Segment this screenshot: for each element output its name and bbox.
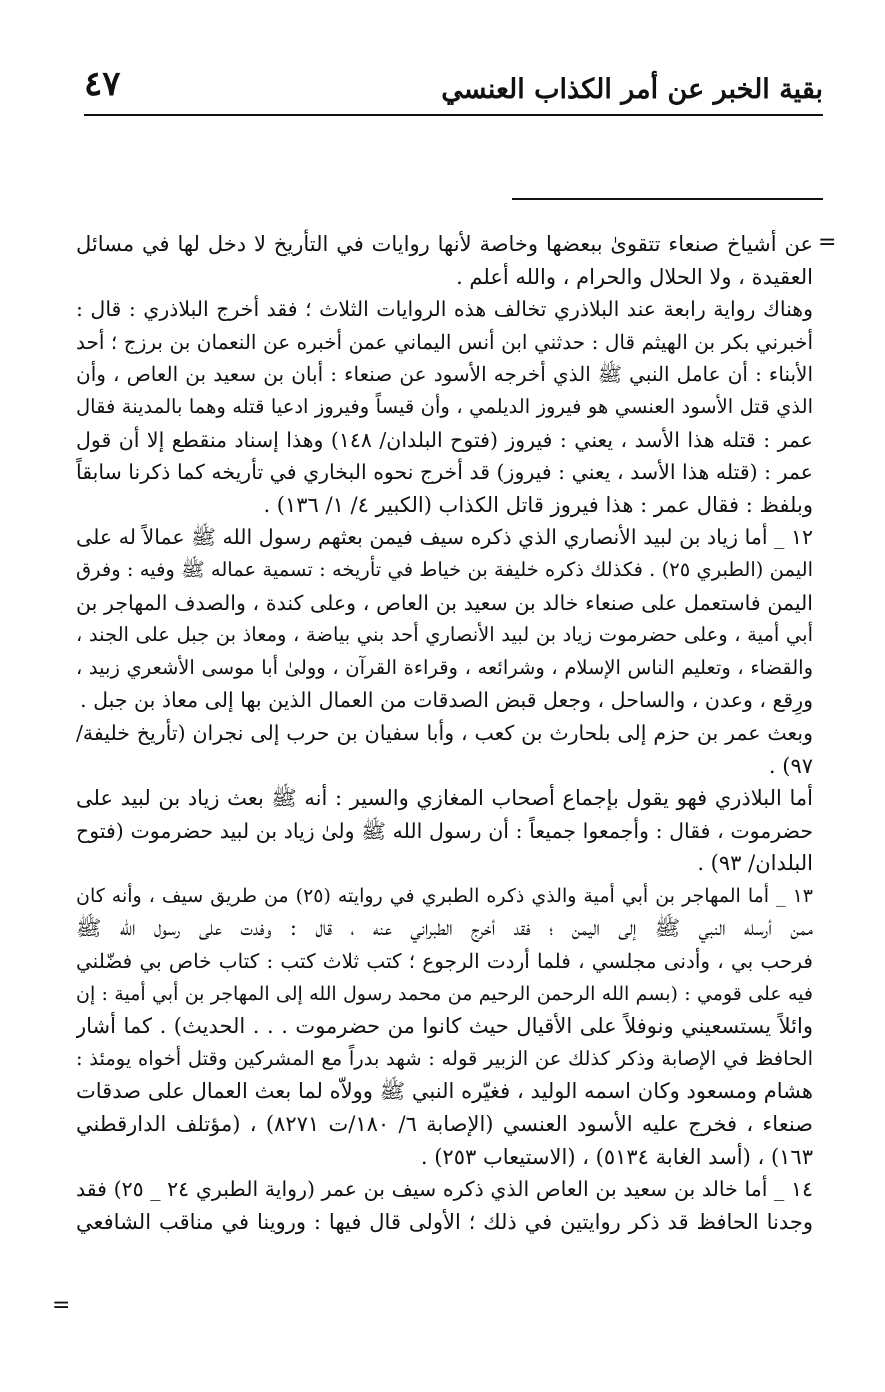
text-line: ورِقع ، وعدن ، والساحل ، وجعل قبض الصدقات من العمال الذين بها إلى معاذ بن جبل . [80, 688, 813, 713]
text-line: العقيدة ، ولا الحلال والحرام ، والله أعلم . [456, 264, 813, 289]
continuation-mark-top: = [818, 230, 837, 255]
text-line: اليمن فاستعمل على صنعاء خالد بن سعيد بن العاص ، وعلى كندة ، والصدف المهاجر بن [76, 590, 813, 615]
text-line: صنعاء ، فخرج عليه الأسود العنسي (الإصابة ٦/ ١٨٠/ت ٨٢٧١) ، (مؤتلف الدارقطني [76, 1112, 813, 1137]
text-line: وبلفظ : فقال عمر : هذا فيروز قاتل الكذاب (الكبير ٤/ ١/ ١٣٦) . [263, 492, 813, 517]
text-line: البلدان/ ٩٣) . [697, 851, 813, 876]
footnote-rule [512, 198, 823, 200]
text-line: ٩٧) . [768, 753, 813, 778]
text-line: ١٤ _ أما خالد بن سعيد بن العاص الذي ذكره سيف بن عمر (رواية الطبري ٢٤ _ ٢٥) فقد [76, 1177, 813, 1202]
text-line: فرحب بي ، وأدنى مجلسي ، فلما أردت الرجوع ؛ كتب ثلاث كتب : كتاب خاص بي فضّلني [76, 949, 813, 974]
text-line: الذي قتل الأسود العنسي هو فيروز الديلمي ، وأن قيساً وفيروز ادعيا قتله وهما بالمدينة فقال [76, 394, 813, 418]
text-line: اليمن (الطبري ٢٥) . فكذلك ذكره خليفة بن خياط في تأريخه : تسمية عماله ﷺ وفيه : وفرق [76, 557, 813, 581]
text-line: وهناك رواية رابعة عند البلاذري تخالف هذه الروايات الثلاث ؛ فقد أخرج البلاذري : قال : [76, 297, 813, 322]
text-line: حضرموت ، فقال : وأجمعوا جميعاً : أن رسول الله ﷺ ولىٰ زياد بن لبيد حضرموت (فتوح [76, 818, 813, 843]
text-line: وبعث عمر بن حزم إلى بلحارث بن كعب ، وأبا سفيان بن حرب إلى نجران (تأريخ خليفة/ [76, 720, 813, 745]
text-line: أما البلاذري فهو يقول بإجماع أصحاب المغازي والسير : أنه ﷺ بعث زياد بن لبيد على [76, 786, 813, 811]
header-rule [84, 114, 823, 116]
text-line: ممن أرسله النبي ﷺ إلى اليمن ؛ فقد أخرج الطبراني عنه ، قال : وفدت على رسول الله ﷺ [76, 916, 813, 941]
text-line: فيه على قومي : (بسم الله الرحمن الرحيم من محمد رسول الله إلى المهاجر بن أبي أمية : إن [76, 982, 813, 1005]
running-title: بقية الخبر عن أمر الكذاب العنسي [441, 74, 823, 105]
text-line: وائلاً يستسعيني ونوفلاً على الأقيال حيث كانوا من حضرموت . . . الحديث) . كما أشار [76, 1014, 813, 1039]
text-line: أخبرني بكر بن الهيثم قال : حدثني ابن أنس اليماني عمن أخبره عن النعمان بن برزج ؛ أحد [76, 329, 813, 354]
text-line: الأبناء : أن عامل النبي ﷺ الذي أخرجه الأسود عن صنعاء : أبان بن سعيد بن العاص ، وأن [76, 362, 813, 387]
text-line: ١٦٣) ، (أسد الغابة ٥١٣٤) ، (الاستيعاب ٢٥٣) . [420, 1144, 813, 1169]
text-line: أبي أمية ، وعلى حضرموت زياد بن لبيد الأنصاري أحد بني بياضة ، ومعاذ بن جبل على الجند ، [76, 623, 813, 647]
text-line: ١٢ _ أما زياد بن لبيد الأنصاري الذي ذكره سيف فيمن بعثهم رسول الله ﷺ عمالاً له على [76, 525, 813, 550]
text-line: هشام ومسعود وكان اسمه الوليد ، فغيّره النبي ﷺ وولاّه لما بعث العمال على صدقات [76, 1079, 813, 1104]
text-line: عن أشياخ صنعاء تتقوىٰ ببعضها وخاصة لأنها روايات في التأريخ لا دخل لها في مسائل [76, 232, 813, 256]
text-line: عمر : قتله هذا الأسد ، يعني : فيروز (فتوح البلدان/ ١٤٨) وهذا إسناد منقطع إلا أن قول [76, 427, 813, 452]
page-number: ٤٧ [84, 64, 121, 104]
footnote-text [76, 228, 813, 1238]
text-line: وجدنا الحافظ قد ذكر روايتين في ذلك ؛ الأولى قال فيها : وروينا في مناقب الشافعي [76, 1209, 813, 1234]
text-line: عمر : (قتله هذا الأسد ، يعني : فيروز) قد أخرج نحوه البخاري في تأريخه كما ذكرنا سابقاً [76, 460, 813, 485]
continuation-mark-bottom: = [52, 1293, 71, 1318]
text-line: ١٣ _ أما المهاجر بن أبي أمية والذي ذكره الطبري في روايته (٢٥) من طريق سيف ، وأنه كان [76, 884, 813, 907]
text-line: والقضاء ، وتعليم الناس الإسلام ، وشرائعه ، وقراءة القرآن ، وولىٰ أبا موسى الأشعري زبيد ، [76, 655, 813, 679]
text-line: الحافظ في الإصابة وذكر كذلك عن الزبير قوله : شهد بدراً مع المشركين وقتل أخواه يومئذ : [76, 1046, 813, 1070]
